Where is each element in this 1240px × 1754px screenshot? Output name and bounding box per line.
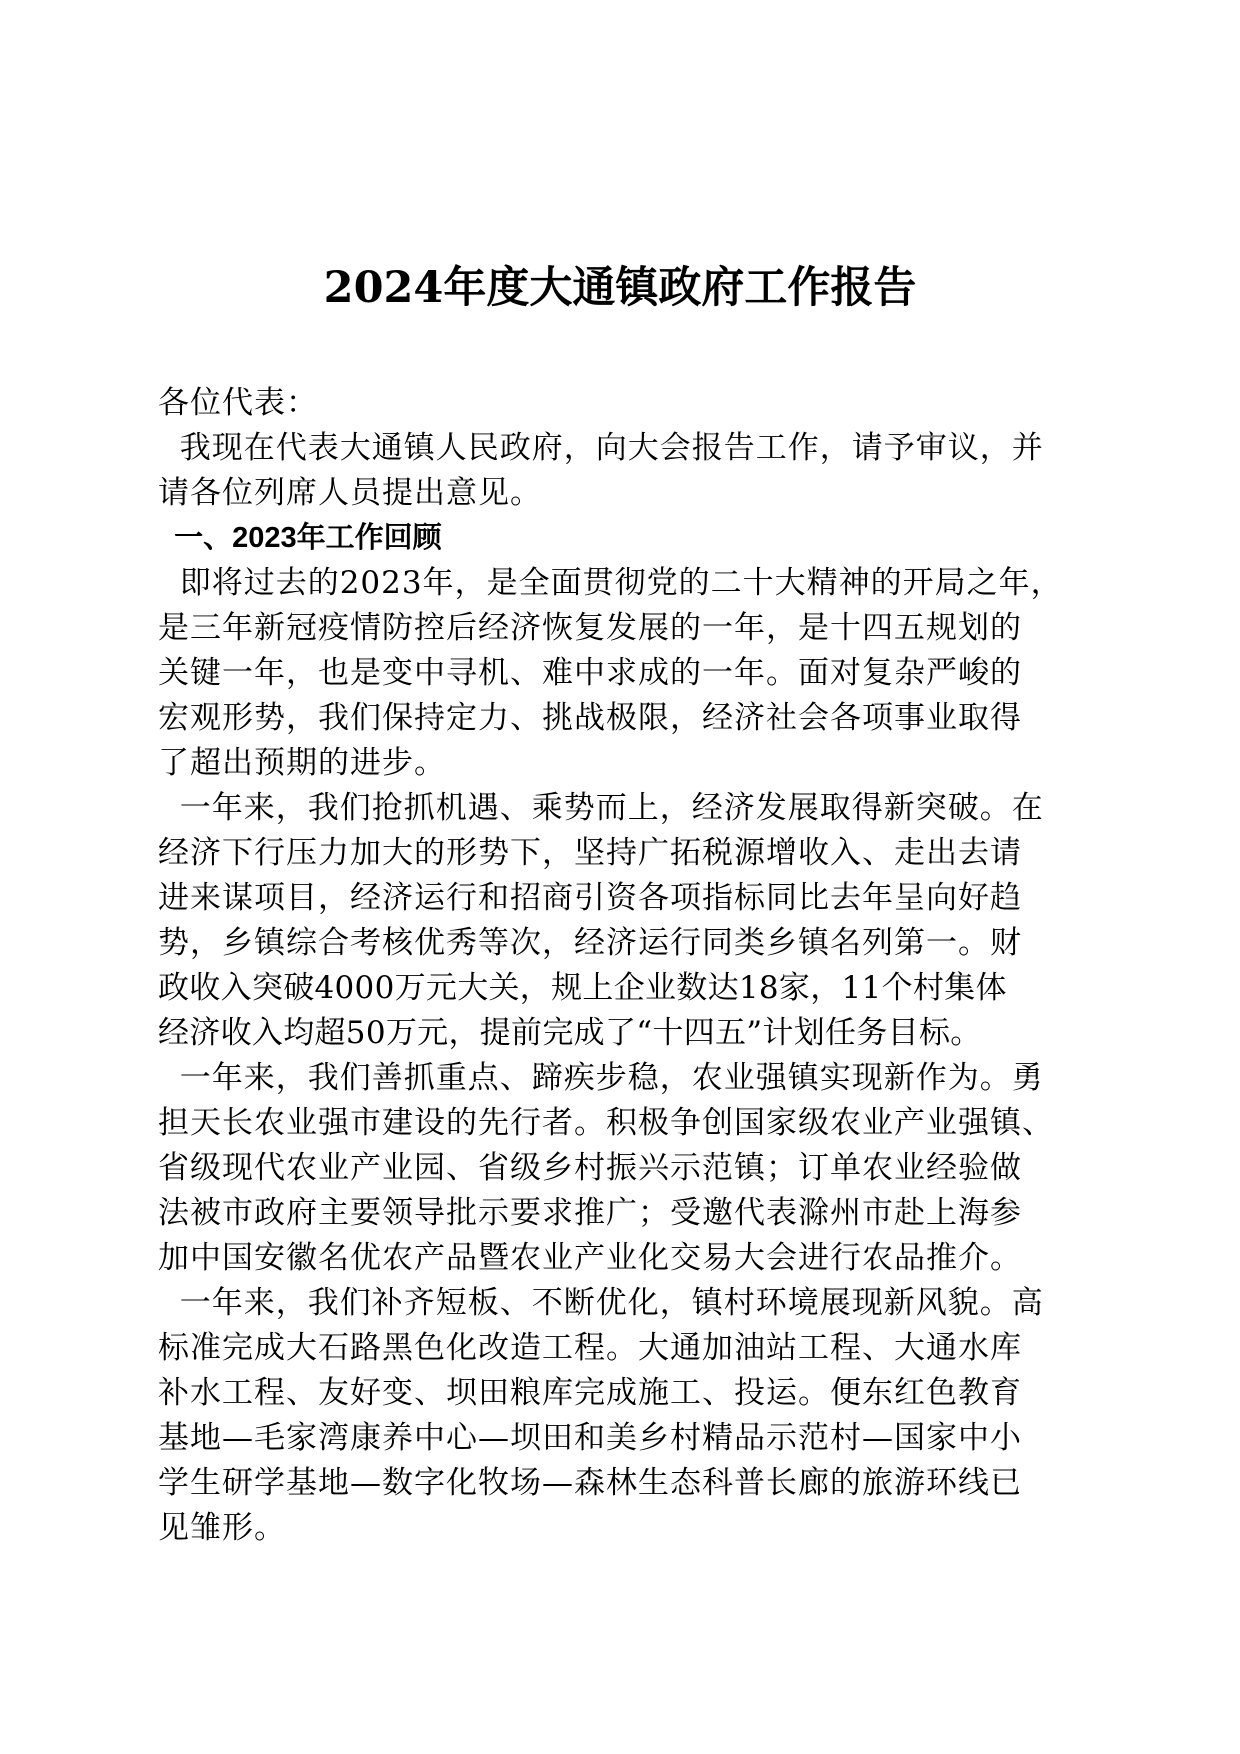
paragraph-line: 经济下行压力加大的形势下，坚持广拓税源增收入、走出去请 — [158, 835, 1022, 871]
document-body — [158, 381, 1088, 1551]
paragraph-line: 请各位列席人员提出意见。 — [158, 475, 542, 511]
paragraph-line: 见雏形。 — [158, 1510, 286, 1546]
paragraph-line: 我现在代表大通镇人民政府，向大会报告工作，请予审议，并 — [158, 430, 1044, 466]
section-heading: 一、2023年工作回顾 — [158, 522, 442, 554]
paragraph-line: 进来谋项目，经济运行和招商引资各项指标同比去年呈向好趋 — [158, 880, 1022, 916]
paragraph-line: 担天长农业强市建设的先行者。积极争创国家级农业产业强镇、 — [158, 1105, 1054, 1141]
paragraph-line: 关键一年，也是变中寻机、难中求成的一年。面对复杂严峻的 — [158, 655, 1022, 691]
paragraph-line: 法被市政府主要领导批示要求推广；受邀代表滁州市赴上海参 — [158, 1195, 1022, 1231]
paragraph-line: 势，乡镇综合考核优秀等次，经济运行同类乡镇名列第一。财 — [158, 925, 1022, 961]
paragraph-line: 基地—毛家湾康养中心—坝田和美乡村精品示范村—国家中小 — [158, 1420, 1022, 1456]
paragraph-line: 省级现代农业产业园、省级乡村振兴示范镇；订单农业经验做 — [158, 1150, 1022, 1186]
salutation: 各位代表： — [158, 385, 318, 421]
paragraph-line: 学生研学基地—数字化牧场—森林生态科普长廊的旅游环线已 — [158, 1465, 1022, 1501]
paragraph-line: 标准完成大石路黑色化改造工程。大通加油站工程、大通水库 — [158, 1330, 1022, 1366]
paragraph-line: 一年来，我们抢抓机遇、乘势而上，经济发展取得新突破。在 — [158, 790, 1044, 826]
paragraph-line: 了超出预期的进步。 — [158, 745, 446, 781]
paragraph-line: 加中国安徽名优农产品暨农业产业化交易大会进行农品推介。 — [158, 1240, 1022, 1276]
paragraph-line: 宏观形势，我们保持定力、挑战极限，经济社会各项事业取得 — [158, 700, 1022, 736]
paragraph-line: 一年来，我们善抓重点、蹄疾步稳，农业强镇实现新作为。勇 — [158, 1060, 1044, 1096]
paragraph-line: 经济收入均超50万元，提前完成了“十四五”计划任务目标。 — [158, 1015, 982, 1051]
paragraph-line: 是三年新冠疫情防控后经济恢复发展的一年，是十四五规划的 — [158, 610, 1022, 646]
paragraph-line: 补水工程、友好变、坝田粮库完成施工、投运。便东红色教育 — [158, 1375, 1022, 1411]
paragraph-line: 一年来，我们补齐短板、不断优化，镇村环境展现新风貌。高 — [158, 1285, 1044, 1321]
paragraph-line: 即将过去的2023年，是全面贯彻党的二十大精神的开局之年， — [158, 565, 1063, 601]
document-title: 2024年度大通镇政府工作报告 — [323, 263, 917, 313]
paragraph-line: 政收入突破4000万元大关，规上企业数达18家，11个村集体 — [158, 970, 1007, 1006]
